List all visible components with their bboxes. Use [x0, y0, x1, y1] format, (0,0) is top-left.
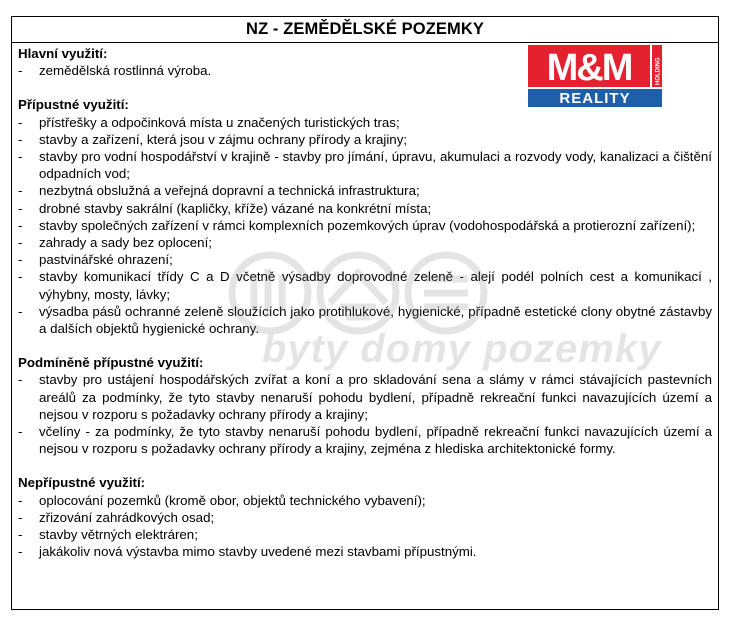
list-item [18, 268, 712, 302]
list-item [18, 217, 712, 234]
list-item-text: nezbytná obslužná a veřejná dopravní a technická infrastruktura; [39, 183, 420, 199]
list-item-text: stavby společných zařízení v rámci komplexních pozemkových úprav (vodohospodářská a protierozní zařízení); [39, 217, 696, 233]
list-item-text: stavby pro vodní hospodářství v krajině - stavby pro jímání, úpravu, akumulaci a rozvody vody, kanalizaci a čištění odpadních vod; [39, 149, 712, 182]
list-item-text: zřizování zahrádkových osad; [39, 509, 215, 525]
list-item-text: stavby a zařízení, která jsou v zájmu ochrany přírody a krajiny; [39, 131, 408, 147]
section-prohibited-use [18, 474, 712, 560]
list-item-text: přístřešky a odpočinková místa u značených turistických tras; [39, 114, 400, 130]
bullet-dash: - [18, 527, 23, 543]
list-item [18, 509, 712, 526]
list-item-text: oplocování pozemků (kromě obor, objektů technického vybavení); [39, 492, 426, 508]
list-item [18, 131, 712, 148]
bullet-dash: - [18, 217, 23, 233]
list-item-text: výsadba pásů ochranné zeleně sloužících jako protihlukové, hygienické, případně estetické clony obytné zástavby a dalších objektů hygienické ochrany. [39, 303, 712, 337]
list-item [18, 148, 712, 182]
list-item-text: pastvinářské ohrazení; [39, 252, 173, 268]
bullet-dash: - [18, 252, 23, 268]
document-title: NZ - ZEMĚDĚLSKÉ POZEMKY [12, 17, 718, 43]
section-conditional-use [18, 354, 712, 457]
list-item-text: zemědělská rostlinná výroba. [39, 63, 212, 79]
section-heading: Přípustné využití: [18, 97, 129, 113]
list-item [18, 182, 712, 199]
section-permitted-use [18, 96, 712, 337]
bullet-dash: - [18, 372, 23, 388]
bullet-dash: - [18, 63, 23, 79]
list-item-text: stavby větrných elektráren; [39, 527, 198, 543]
list-item [18, 371, 712, 423]
bullet-dash: - [18, 149, 23, 165]
bullet-dash: - [18, 544, 23, 560]
bullet-dash: - [18, 235, 23, 251]
bullet-dash: - [18, 492, 23, 508]
list-item [18, 200, 712, 217]
list-item [18, 251, 712, 268]
list-item-text: jakákoliv nová výstavba mimo stavby uvedené mezi stavbami přípustnými. [39, 544, 477, 560]
bullet-dash: - [18, 424, 23, 440]
bullet-dash: - [18, 200, 23, 216]
document-body [12, 43, 718, 560]
list-item-text: stavby pro ustájení hospodářských zvířat a koní a pro skladování sena a slámy v rámci stávajících pastevních areálů za podmínky, že tyto stavby nenaruší pohodu bydlení, případně rekreační funkci navazujících území a nejsou v rozporu s požadavky ochrany přírody a krajiny; [39, 372, 712, 422]
bullet-dash: - [18, 114, 23, 130]
bullet-dash: - [18, 183, 23, 199]
bullet-dash: - [18, 303, 23, 319]
item-list [18, 492, 712, 561]
list-item-text: stavby komunikací třídy C a D včetně výsadby doprovodné zeleně - alejí podél polních cest a komunikací , výhybny, mosty, lávky; [39, 269, 712, 302]
logo-sub-text: REALITY [559, 90, 631, 107]
list-item-text: zahrady a sady bez oplocení; [39, 235, 212, 251]
logo-brand-text: M&M [546, 47, 632, 89]
list-item-text: drobné stavby sakrální (kapličky, kříže) vázané na konkrétní místa; [39, 200, 432, 216]
item-list [18, 114, 712, 338]
list-item [18, 423, 712, 457]
section-heading: Nepřípustné využití: [18, 475, 146, 491]
bullet-dash: - [18, 269, 23, 285]
item-list [18, 371, 712, 457]
watermark-text: byty domy pozemky [262, 327, 662, 371]
section-heading: Hlavní využití: [18, 46, 108, 61]
list-item [18, 492, 712, 509]
bullet-dash: - [18, 509, 23, 525]
list-item [18, 526, 712, 543]
list-item [18, 303, 712, 337]
list-item [18, 234, 712, 251]
list-item [18, 114, 712, 131]
list-item [18, 543, 712, 560]
mm-reality-logo [528, 45, 662, 107]
logo-side-text: HOLDING [655, 57, 662, 85]
section-heading: Podmíněně přípustné využití: [18, 355, 204, 371]
bullet-dash: - [18, 131, 23, 147]
list-item-text: včelíny - za podmínky, že tyto stavby nenaruší pohodu bydlení, případně rekreační funkci navazujících území a nejsou v rozporu s požadavky ochrany přírody a krajiny, zejména z hlediska architektonické formy. [39, 424, 712, 457]
